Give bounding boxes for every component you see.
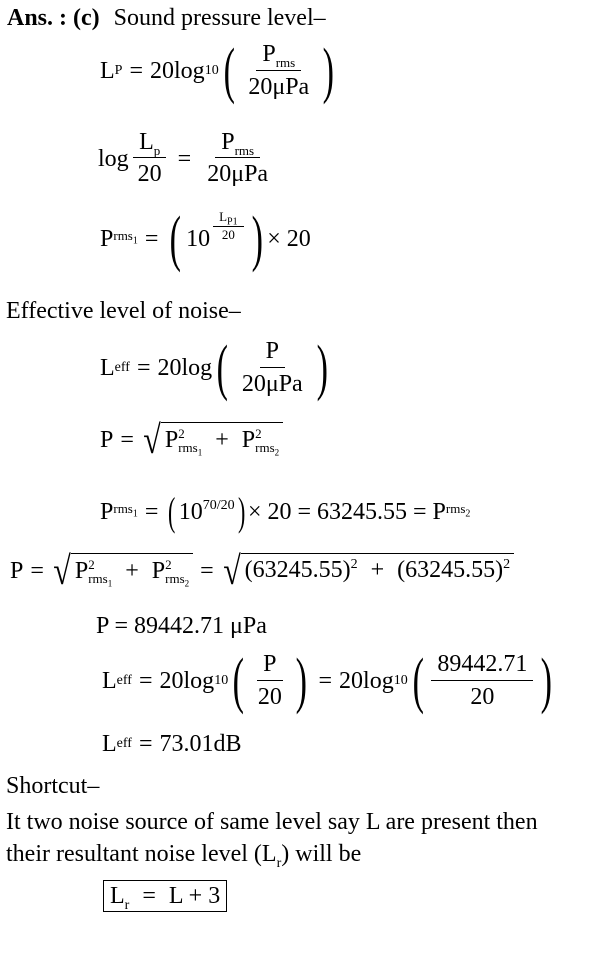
equation-sound-pressure-level: L P = 20log 10 ( $\frac{P_{rms}}{\text{20μPa}}$ ) — [100, 37, 335, 105]
left-paren: ( — [412, 647, 424, 715]
boxed-result — [103, 880, 227, 912]
eq10-lhs: L — [102, 731, 117, 757]
eq10-equals: = — [138, 731, 153, 757]
radical-sign: √ — [143, 417, 161, 462]
eq3-lhs: P — [100, 226, 114, 252]
eq5-t2-subsub: 2 — [274, 447, 280, 458]
eq7-t1-sup: 2 — [88, 557, 95, 572]
eq7-t1-sub: rms — [88, 571, 108, 587]
left-paren: ( — [223, 37, 235, 105]
eq9-num: P — [257, 652, 282, 680]
eq6-lhs: P — [100, 499, 114, 525]
left-paren: ( — [216, 334, 229, 402]
boxed-rhs: L + 3 — [168, 883, 221, 909]
eq7-plus: + — [125, 557, 139, 584]
eq7-lhs: P — [10, 558, 24, 584]
eq3-lhs-subsub: 1 — [132, 235, 138, 247]
eq1-lhs: L — [100, 58, 115, 84]
right-paren: ) — [251, 205, 263, 273]
section-effective-level: Effective level of noise– — [6, 298, 241, 324]
radical-sign: √ — [222, 548, 241, 593]
equation-leff-result: L eff = 73.01dB — [102, 731, 242, 757]
eq9-den2: 20 — [470, 683, 495, 710]
eq5-lhs: P — [100, 427, 114, 453]
eq5-t1-sup: 2 — [178, 426, 185, 441]
eq1-equals: = — [129, 58, 144, 84]
eq5-t2-sub: rms — [255, 440, 275, 456]
eq4-coef: 20log — [157, 355, 213, 381]
eq1-fraction — [242, 42, 315, 99]
eq5-t2-sup: 2 — [255, 426, 262, 441]
eq1-den: 20μPa — [248, 73, 310, 100]
section-shortcut: Shortcut– — [6, 773, 100, 799]
eq6-base: 10 — [178, 499, 203, 525]
equation-log-ratio — [98, 130, 277, 187]
radical-sign: √ — [53, 548, 71, 593]
square-root-values — [221, 548, 514, 593]
eq2-den2: 20μPa — [207, 161, 269, 188]
explanation-line-2b: ) will be — [281, 841, 362, 867]
eq5-t1-sub: rms — [178, 440, 198, 456]
explanation-line-2a: their resultant noise level (L — [6, 841, 277, 867]
eq7-t2-sub: rms — [165, 571, 185, 587]
equation-p-result: P = 89442.71 μPa — [96, 613, 267, 639]
eq5-t2: P — [241, 426, 256, 453]
boxed-lhs-sub: r — [124, 897, 130, 913]
equation-effective-level: L eff = 20log ( $\frac{P}{\text{20μPa}}$ ) — [100, 334, 328, 402]
eq7-v2: (63245.55) — [397, 557, 504, 583]
eq7-t1: P — [74, 557, 89, 584]
eq1-num: P — [262, 41, 276, 68]
equation-p-substitution — [10, 548, 514, 593]
eq4-lhs: L — [100, 355, 115, 381]
equation-leff-substitution: L eff = 20log 10 ( $\frac{P}{20}$ ) = 20log 10 ( $\frac{89442.71}{20}$ ) — [102, 647, 553, 715]
eq9-lhs: L — [102, 668, 117, 694]
square-root — [51, 548, 193, 593]
eq6-rhs-sub: rms — [445, 501, 466, 517]
eq7-t2: P — [151, 557, 166, 584]
eq4-fraction — [236, 339, 309, 396]
eq1-coef: 20log — [150, 58, 205, 84]
eq9-equals-2: = — [318, 668, 333, 694]
boxed-equals: = — [142, 883, 156, 909]
eq9-fraction-1 — [252, 652, 288, 709]
answer-label: Ans. : (c) — [7, 5, 100, 31]
left-paren: ( — [170, 205, 182, 273]
explanation-line-2-sub: r — [276, 855, 282, 871]
eq3-exponent-fraction — [213, 210, 244, 241]
equation-prms-value: P rms$_1$ = ( 10 $^{70/20}$ ) × 20 = 63245.55 = P rms$_2$ — [100, 489, 471, 534]
eq3-exp-num: L — [219, 209, 228, 225]
eq9-num2: 89442.71 — [431, 652, 533, 680]
eq9-coef2: 20log — [339, 668, 394, 694]
eq2-num2-sub: rms — [234, 142, 255, 158]
eq7-t2-sup: 2 — [165, 557, 172, 572]
eq10-rhs: 73.01dB — [159, 731, 242, 757]
eq9-fraction-2 — [431, 652, 533, 709]
answer-heading — [7, 6, 326, 30]
eq1-num-sub: rms — [275, 55, 296, 71]
eq5-equals: = — [120, 427, 134, 453]
eq2-fraction-right — [201, 130, 274, 187]
eq6-rhs-subsub: 2 — [465, 508, 471, 520]
explanation-line-1: It two noise source of same level say L are present then — [6, 809, 538, 835]
eq7-equals-2: = — [200, 558, 214, 584]
eq2-num1: L — [139, 129, 154, 155]
eq2-den1: 20 — [137, 161, 162, 188]
eq7-v1: (63245.55) — [244, 557, 351, 583]
result-box — [103, 880, 227, 912]
eq7-t2-subsub: 2 — [184, 578, 190, 589]
eq7-v1-sup: 2 — [350, 557, 358, 572]
eq2-log: log — [98, 145, 129, 172]
eq9-coef: 20log — [159, 668, 215, 694]
eq5-t1: P — [164, 426, 179, 453]
eq7-equals: = — [30, 558, 44, 584]
eq2-num1-sub: p — [153, 142, 161, 158]
left-paren: ( — [168, 489, 176, 534]
eq7-plus-2: + — [370, 557, 385, 583]
eq5-t1-subsub: 1 — [197, 447, 203, 458]
square-root — [141, 417, 283, 462]
eq6-lhs-subsub: 1 — [132, 508, 138, 520]
eq6-lhs-sub: rms — [113, 501, 133, 517]
right-paren: ) — [237, 489, 245, 534]
eq9-den: 20 — [257, 683, 282, 710]
eq4-den: 20μPa — [241, 370, 303, 397]
eq3-exp-den: 20 — [221, 227, 235, 242]
eq6-equals: = — [144, 499, 159, 525]
eq5-plus: + — [215, 426, 229, 453]
eq4-equals: = — [136, 355, 151, 381]
eq9-equals: = — [138, 668, 153, 694]
equation-prms1 — [100, 205, 311, 273]
eq7-v2-sup: 2 — [503, 557, 511, 572]
eq7-t1-subsub: 1 — [107, 578, 113, 589]
eq3-equals: = — [144, 226, 159, 252]
right-paren: ) — [322, 37, 335, 105]
eq3-lhs-sub: rms — [113, 228, 133, 244]
eq4-num: P — [260, 339, 285, 367]
heading-title: Sound pressure level– — [113, 5, 326, 31]
equation-total-pressure — [100, 417, 283, 462]
eq2-fraction-left — [132, 130, 168, 187]
eq3-tail: × 20 — [267, 226, 311, 252]
left-paren: ( — [232, 647, 245, 715]
right-paren: ) — [295, 647, 307, 715]
eq2-equals: = — [177, 145, 192, 172]
eq6-tail: × 20 = 63245.55 = P — [247, 499, 446, 525]
right-paren: ) — [541, 647, 553, 715]
eq2-num2: P — [221, 129, 235, 155]
eq3-base: 10 — [186, 226, 211, 252]
eq3-exp-num-sub: P1 — [227, 216, 238, 228]
right-paren: ) — [316, 334, 328, 402]
boxed-lhs: L — [110, 883, 125, 909]
explanation-line-2 — [6, 841, 362, 871]
